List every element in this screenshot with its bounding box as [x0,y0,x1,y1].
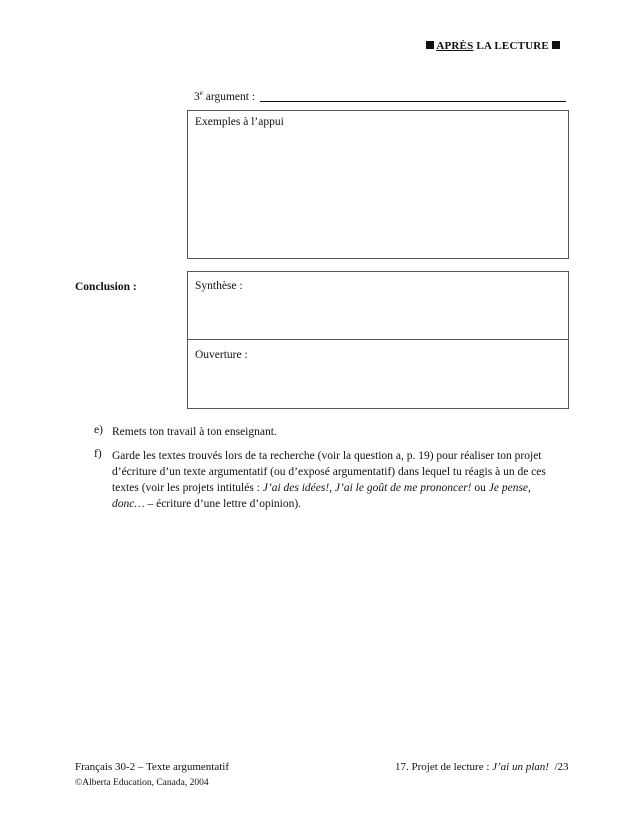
item-e-marker: e) [94,424,103,436]
conclusion-divider [188,339,568,340]
square-bullet-icon [552,41,560,49]
exemples-label: Exemples à l’appui [195,116,284,128]
footer-course-title: Français 30-2 – Texte argumentatif [75,761,229,773]
footer-copyright: ©Alberta Education, Canada, 2004 [75,778,209,788]
synthese-label: Synthèse : [195,280,243,292]
item-f-line-2: d’écriture d’un texte argumentatif (ou d’exposé argumentatif) dans lequel tu réagis à un de ces [112,466,546,478]
item-f-line-1: Garde les textes trouvés lors de ta recherche (voir la question a, p. 19) pour réaliser ton projet [112,450,542,462]
footer-project-label: 17. Projet de lecture : [395,761,493,773]
item-f-project-titles: J’ai des idées!, J’ai le goût de me prononcer! [262,482,472,494]
footer-page-info [395,761,569,773]
square-bullet-icon [426,41,434,49]
item-f-marker: f) [94,448,102,460]
argument-answer-line[interactable] [260,90,566,102]
item-f-line-3-ou: ou [471,482,489,494]
item-f-line-3-text: textes (voir les projets intitulés : [112,482,263,494]
argument-superscript: e [199,89,203,97]
header-tag-lecture: LA LECTURE [473,40,549,52]
footer-project-title: J’ai un plan! [492,761,549,773]
conclusion-label: Conclusion : [75,281,137,293]
item-e-text: Remets ton travail à ton enseignant. [112,426,277,438]
item-f-project-je-pense: Je pense, [488,482,531,494]
section-header [426,40,560,52]
item-f-text [112,448,582,512]
item-f-line-3 [112,480,582,496]
item-f-project-donc: donc… [112,498,145,510]
conclusion-box [187,271,569,409]
item-f-line-4 [112,496,582,512]
ouverture-label: Ouverture : [195,349,248,361]
header-tag-apres: APRÈS [436,40,474,52]
argument-ordinal: 3 [194,90,200,103]
exemples-box[interactable] [187,110,569,259]
footer-page-number: /23 [548,761,569,773]
argument-label: argument : [202,90,258,103]
item-f-line-4-text: – écriture d’une lettre d’opinion). [144,498,302,510]
argument-line [194,89,566,103]
